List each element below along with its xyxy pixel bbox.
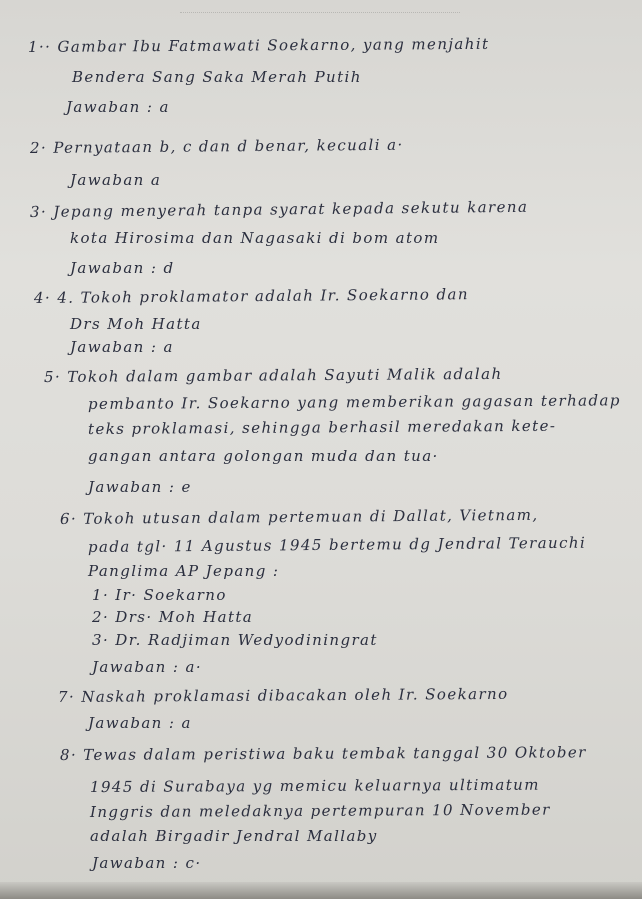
question-8-line-4: adalah Birgadir Jendral Mallaby	[90, 827, 378, 845]
question-8-line-3: Inggris dan meledaknya pertempuran 10 November	[89, 800, 551, 821]
question-5-line-4: gangan antara golongan muda dan tua·	[88, 447, 439, 465]
question-5-line-3: teks proklamasi, sehingga berhasil meredakan kete-	[87, 416, 557, 438]
question-4-answer: Jawaban : a	[70, 338, 174, 356]
question-5-line-1: 5· Tokoh dalam gambar adalah Sayuti Malik adalah	[43, 364, 503, 386]
question-5-answer: Jawaban : e	[88, 478, 192, 496]
question-6-line-2: pada tgl· 11 Agustus 1945 bertemu dg Jendral Terauchi	[87, 533, 587, 556]
question-1-line-2: Bendera Sang Saka Merah Putih	[72, 68, 362, 86]
question-6-item-1: 1· Ir· Soekarno	[92, 586, 227, 604]
question-7-line-1: 7· Naskah proklamasi dibacakan oleh Ir. Soekarno	[57, 684, 509, 706]
question-2-line-1: 2· Pernyataan b, c dan d benar, kecuali a·	[29, 135, 404, 157]
question-7-answer: Jawaban : a	[88, 714, 192, 732]
question-1-line-1: 1·· Gambar Ibu Fatmawati Soekarno, yang menjahit	[27, 34, 490, 56]
question-4-line-2: Drs Moh Hatta	[70, 315, 202, 333]
paper-bottom-edge	[0, 882, 642, 899]
question-8-line-1: 8· Tewas dalam peristiwa baku tembak tanggal 30 Oktober	[59, 743, 587, 764]
question-8-line-2: 1945 di Surabaya yg memicu keluarnya ultimatum	[89, 775, 540, 796]
faint-bleed-through	[180, 2, 460, 13]
question-3-line-1: 3· Jepang menyerah tanpa syarat kepada sekutu karena	[29, 197, 529, 221]
question-2-answer: Jawaban a	[70, 171, 162, 189]
question-6-line-1: 6· Tokoh utusan dalam pertemuan di Dallat, Vietnam,	[59, 505, 539, 528]
question-5-line-2: pembanto Ir. Soekarno yang memberikan gagasan terhadap	[87, 391, 621, 413]
question-4-line-1: 4· 4. Tokoh proklamator adalah Ir. Soekarno dan	[33, 285, 469, 307]
question-6-line-3: Panglima AP Jepang :	[88, 562, 280, 580]
question-6-item-3: 3· Dr. Radjiman Wedyodiningrat	[92, 631, 378, 649]
question-1-answer: Jawaban : a	[66, 98, 170, 116]
question-8-answer: Jawaban : c·	[92, 854, 202, 872]
question-6-item-2: 2· Drs· Moh Hatta	[92, 608, 254, 626]
question-6-answer: Jawaban : a·	[92, 658, 203, 676]
question-3-answer: Jawaban : d	[70, 259, 175, 277]
question-3-line-2: kota Hirosima dan Nagasaki di bom atom	[70, 229, 440, 247]
